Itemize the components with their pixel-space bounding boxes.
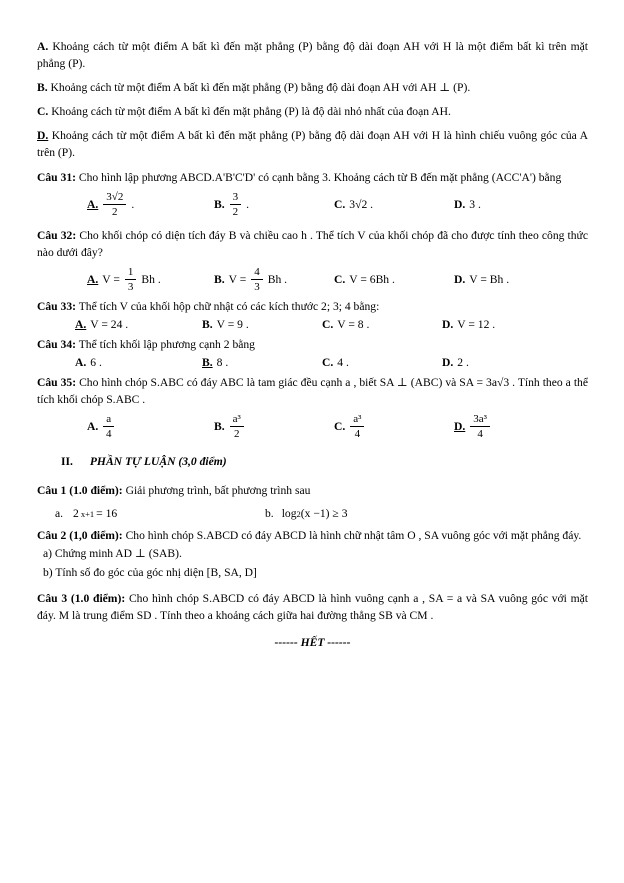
option-c: [334, 264, 454, 294]
option-a: [87, 264, 214, 294]
question-number: Câu 2 (1,0 điểm):: [37, 528, 123, 542]
essay-question-3-statement: [37, 590, 588, 624]
option-d: [442, 354, 588, 371]
question-31-options: [37, 189, 588, 219]
fraction: [230, 191, 242, 218]
option-a: [75, 354, 202, 371]
question-number: Câu 32:: [37, 229, 77, 242]
fraction: [470, 413, 490, 440]
option-a: [87, 189, 214, 219]
option-text: 4 .: [337, 356, 349, 369]
option-suffix: Bh .: [141, 272, 161, 286]
fraction-denominator: 2: [112, 205, 118, 218]
question-text: Thể tích khối lập phương cạnh 2 bằng: [78, 338, 255, 351]
fraction-numerator: a³: [230, 413, 244, 427]
question-text: Cho hình lập phương ABCD.A'B'C'D' có cạnh bằng 3. Khoảng cách từ B đến mặt phẳng (ACC'A') bằng: [78, 171, 562, 184]
option-d: [454, 189, 588, 219]
option-text: 3 .: [469, 197, 481, 211]
option-label: D.: [454, 419, 466, 433]
option-label: B.: [37, 81, 48, 94]
fraction-numerator: a³: [350, 413, 364, 427]
fraction-numerator: 4: [251, 266, 263, 280]
fraction-numerator: a: [103, 413, 114, 427]
option-label: C.: [334, 197, 346, 211]
option-b: [214, 264, 334, 294]
fraction-denominator: 4: [477, 427, 483, 440]
question-text: Giải phương trình, bất phương trình sau: [125, 483, 311, 497]
option-text: 8 .: [216, 356, 229, 369]
option-label: D.: [37, 129, 49, 142]
equation-base: 2: [73, 506, 79, 520]
question-32-options: [37, 264, 588, 294]
question-35-options: [37, 411, 588, 441]
option-text: Khoảng cách từ một điểm A bất kì đến mặt phẳng (P) bằng độ dài đoạn AH với H là hình chiếu vuông góc của A trên (P).: [37, 129, 588, 159]
item-label: a.: [55, 506, 64, 520]
essay-question-1-items: [37, 504, 588, 524]
fraction: [251, 266, 263, 293]
option-d: [454, 264, 588, 294]
option-c: [322, 354, 442, 371]
option-text: Khoảng cách từ một điểm A bất kì đến mặt phẳng (P) bằng độ dài đoạn AH với H là một điểm bất kì trên mặt phẳng (P).: [37, 40, 588, 70]
essay-2-item-b: b) Tính số đo góc của góc nhị diện [B, SA, D]: [43, 565, 257, 579]
option-text: V = 9 .: [216, 318, 249, 331]
option-label: C.: [334, 419, 346, 433]
log-function: log: [281, 506, 297, 520]
question-number: Câu 31:: [37, 171, 76, 184]
option-text: 2 .: [457, 356, 469, 369]
option-label: A.: [75, 356, 87, 369]
option-d: [442, 316, 588, 333]
option-label: B.: [214, 197, 225, 211]
fraction-denominator: 3: [127, 280, 134, 293]
fraction: [103, 191, 126, 218]
option-c: [334, 189, 454, 219]
option-label: A.: [75, 318, 87, 331]
question-35-statement: [37, 374, 588, 408]
option-a: [75, 316, 202, 333]
fraction: [125, 266, 137, 293]
essay-2-item-a: a) Chứng minh AD ⊥ (SAB).: [43, 546, 182, 560]
option-label: C.: [322, 356, 334, 369]
option-prefix: V =: [102, 272, 120, 286]
question-34-statement: [37, 336, 588, 353]
fraction: [230, 413, 244, 440]
question-text: Cho khối chóp có diện tích đáy B và chiều cao h . Thể tích V của khối chóp đã cho được tính theo công thức nào dưới đây?: [37, 229, 588, 259]
option-text: 3√2 .: [349, 197, 374, 211]
option-prefix: V =: [228, 272, 247, 286]
fraction-denominator: 4: [354, 427, 361, 440]
intro-option-d: [37, 127, 588, 161]
option-text: V = Bh .: [469, 272, 510, 286]
option-label: C.: [334, 272, 346, 286]
option-label: A.: [37, 40, 49, 53]
option-text: V = 8 .: [337, 318, 370, 331]
question-text: Cho hình chóp S.ABC có đáy ABC là tam giác đều cạnh a , biết SA ⊥ (ABC) và SA = 3a√3 . Tính theo a thể tích khối chóp S.ABC .: [37, 376, 588, 406]
option-d: [454, 411, 588, 441]
option-text: Khoảng cách từ một điểm A bất kì đến mặt phẳng (P) là độ dài nhỏ nhất của đoạn AH.: [51, 105, 451, 118]
essay-1-item-a: a. 2 x+1 = 16: [55, 504, 265, 524]
option-c: [334, 411, 454, 441]
option-label: D.: [442, 318, 454, 331]
option-label: D.: [442, 356, 454, 369]
question-number: Câu 34:: [37, 338, 76, 351]
option-text: 6 .: [90, 356, 102, 369]
option-b: [202, 316, 322, 333]
fraction-denominator: 3: [254, 280, 260, 293]
option-label: B.: [202, 318, 213, 331]
inequality-rest: (x −1) ≥ 3: [300, 506, 348, 520]
section-numeral: II.: [61, 455, 73, 468]
intro-option-c: [37, 103, 588, 120]
question-34-options: [37, 354, 588, 371]
item-label: b.: [265, 506, 274, 520]
fraction-numerator: 3√2: [103, 191, 126, 205]
option-b: [202, 354, 322, 371]
option-label: A.: [87, 419, 99, 433]
option-label: B.: [202, 356, 213, 369]
fraction-numerator: 1: [125, 266, 137, 280]
fraction-denominator: 4: [105, 427, 112, 440]
fraction: [350, 413, 364, 440]
equation-rest: = 16: [96, 506, 118, 520]
option-c: [322, 316, 442, 333]
question-number: Câu 35:: [37, 376, 77, 389]
option-text: V = 24 .: [90, 318, 129, 331]
option-suffix: .: [246, 197, 250, 211]
question-31-statement: [37, 169, 588, 186]
intro-option-b: [37, 79, 588, 96]
option-label: C.: [37, 105, 49, 118]
option-label: B.: [214, 419, 225, 433]
question-33-statement: [37, 298, 588, 315]
option-b: [214, 411, 334, 441]
section-2-heading: [37, 453, 588, 470]
end-marker: ------ HẾT ------: [274, 635, 351, 649]
option-label: D.: [454, 197, 466, 211]
section-title: PHẦN TỰ LUẬN (3,0 điểm): [89, 455, 227, 468]
essay-1-item-b: b. log 2 (x −1) ≥ 3: [265, 504, 348, 524]
option-suffix: .: [131, 197, 135, 211]
option-text: Khoảng cách từ một điểm A bất kì đến mặt phẳng (P) bằng độ dài đoạn AH với AH ⊥ (P).: [50, 81, 471, 94]
question-number: Câu 3 (1.0 điểm):: [37, 591, 126, 605]
fraction-denominator: 2: [232, 205, 239, 218]
fraction: [103, 413, 114, 440]
question-text: Cho hình chóp S.ABCD có đáy ABCD là hình vuông cạnh a , SA = a và SA vuông góc với mặt đáy. M là trung điểm SD . Tính theo a khoảng cách giữa hai đường thẳng SB và CM .: [37, 591, 588, 622]
option-label: A.: [87, 272, 99, 286]
question-number: Câu 1 (1.0 điểm):: [37, 483, 123, 497]
essay-question-1-statement: [37, 482, 588, 499]
option-text: V = 6Bh .: [349, 272, 395, 286]
option-a: [87, 411, 214, 441]
fraction-numerator: 3a³: [470, 413, 490, 427]
option-label: D.: [454, 272, 466, 286]
option-label: B.: [214, 272, 225, 286]
option-label: C.: [322, 318, 334, 331]
question-text: Thể tích V của khối hộp chữ nhật có các kích thước 2; 3; 4 bằng:: [78, 300, 380, 313]
fraction-denominator: 2: [233, 427, 240, 440]
option-label: A.: [87, 197, 99, 211]
question-number: Câu 33:: [37, 300, 76, 313]
option-suffix: Bh .: [267, 272, 288, 286]
question-text: Cho hình chóp S.ABCD có đáy ABCD là hình chữ nhật tâm O , SA vuông góc với mặt phẳng đáy.: [125, 528, 582, 542]
fraction-numerator: 3: [230, 191, 242, 205]
question-32-statement: [37, 227, 588, 261]
option-b: [214, 189, 334, 219]
intro-option-a: [37, 38, 588, 72]
essay-question-2-statement: [37, 527, 588, 544]
option-text: V = 12 .: [457, 318, 496, 331]
question-33-options: [37, 316, 588, 333]
